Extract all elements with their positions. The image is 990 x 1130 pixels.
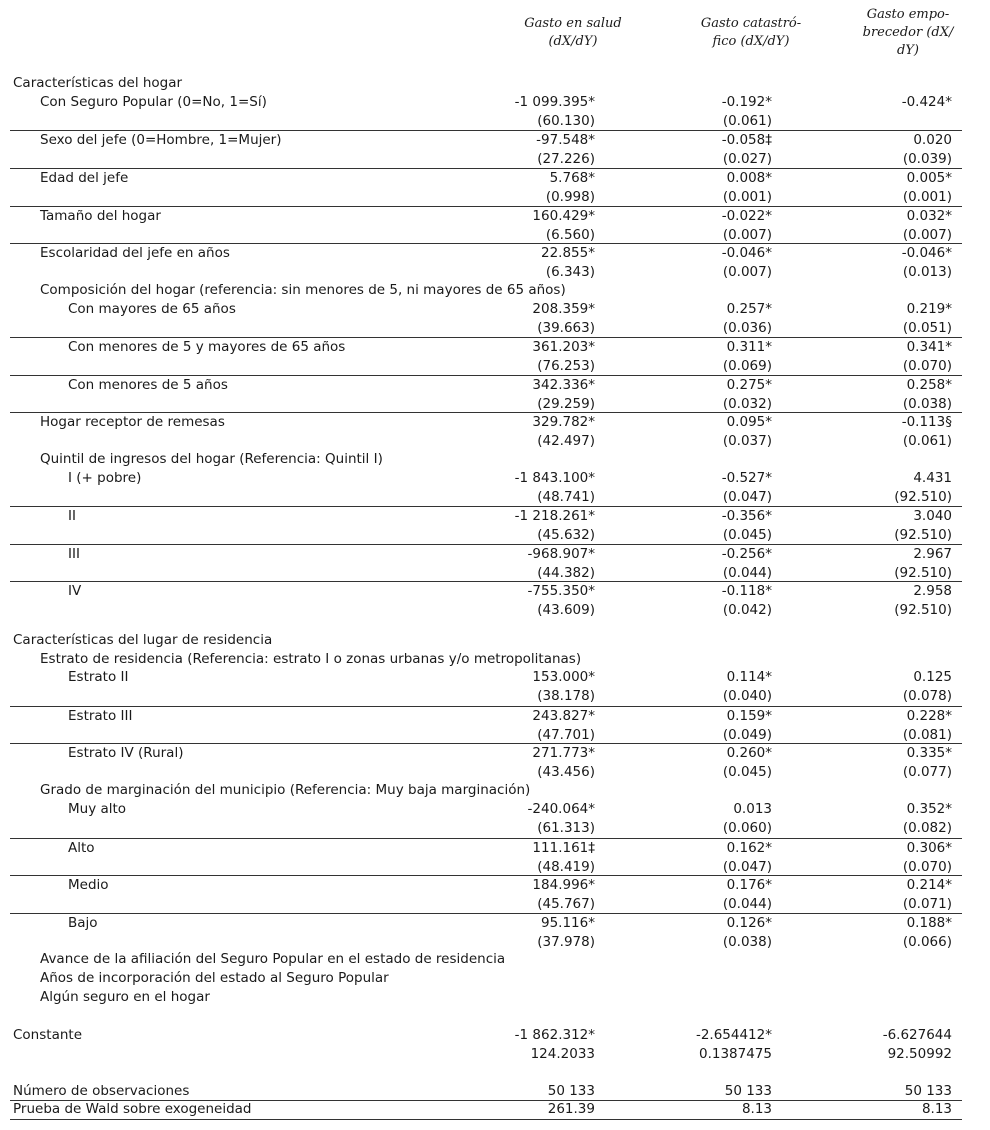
coef-cell: -0.527*	[721, 470, 772, 486]
coef-cell: 0.176*	[726, 877, 772, 893]
coef-cell: -240.064*	[527, 801, 595, 817]
value-cell: 8.13	[741, 1101, 772, 1117]
se-cell: (0.070)	[902, 859, 952, 875]
se-cell: (45.767)	[537, 896, 595, 912]
row-label: Muy alto	[68, 801, 127, 817]
coef-cell: 342.336*	[532, 377, 595, 393]
coef-cell: 0.005*	[906, 170, 952, 186]
coef-cell: 0.311*	[726, 339, 772, 355]
coef-cell: -2.654412*	[695, 1027, 772, 1043]
se-cell: (0.007)	[722, 227, 772, 243]
se-cell: (43.609)	[537, 602, 595, 618]
column-header-line: Gasto en salud	[524, 16, 622, 31]
table-row	[10, 506, 962, 543]
coef-cell: 361.203*	[532, 339, 595, 355]
coef-cell: 0.275*	[726, 377, 772, 393]
coef-cell: 0.008*	[726, 170, 772, 186]
se-cell: (6.343)	[545, 264, 595, 280]
value-cell: 8.13	[921, 1101, 952, 1117]
value-cell: 50 133	[904, 1083, 952, 1099]
se-cell: (0.049)	[722, 727, 772, 743]
row-label: I (+ pobre)	[68, 470, 142, 486]
coef-cell: 22.855*	[541, 245, 595, 261]
row-label: III	[68, 546, 80, 562]
coef-cell: 184.996*	[532, 877, 595, 893]
column-header-gasto-catastrofico	[666, 15, 836, 51]
se-cell: (92.510)	[894, 602, 952, 618]
se-cell: (37.978)	[537, 934, 595, 950]
subsection-heading: Composición del hogar (referencia: sin menores de 5, ni mayores de 65 años)	[40, 282, 566, 298]
table-bottom-rule	[10, 1119, 962, 1120]
table-row	[10, 706, 962, 743]
coef-cell: 0.020	[913, 132, 952, 148]
se-cell: (0.001)	[722, 189, 772, 205]
coef-cell: 2.967	[913, 546, 952, 562]
row-label: Con menores de 5 años	[68, 377, 228, 393]
coef-cell: 5.768*	[549, 170, 595, 186]
coef-cell: -1 099.395*	[514, 94, 595, 110]
se-cell: (0.066)	[902, 934, 952, 950]
coef-cell: -0.046*	[901, 245, 952, 261]
se-cell: (48.741)	[537, 489, 595, 505]
value-cell: 261.39	[547, 1101, 595, 1117]
coef-cell: -968.907*	[527, 546, 595, 562]
table-row	[10, 375, 962, 412]
se-cell: (0.051)	[902, 320, 952, 336]
row-label: Estrato IV (Rural)	[68, 745, 184, 761]
se-cell: (0.044)	[722, 565, 772, 581]
coef-cell: 95.116*	[541, 915, 595, 931]
se-cell: (0.045)	[722, 764, 772, 780]
row-label: Sexo del jefe (0=Hombre, 1=Mujer)	[40, 132, 282, 148]
se-cell: (0.040)	[722, 688, 772, 704]
se-cell: 0.1387475	[698, 1046, 772, 1062]
se-cell: (42.497)	[537, 433, 595, 449]
coef-cell: -0.113§	[901, 414, 952, 430]
se-cell: (0.042)	[722, 602, 772, 618]
coef-cell: 0.257*	[726, 301, 772, 317]
se-cell: (60.130)	[537, 113, 595, 129]
se-cell: (0.007)	[902, 227, 952, 243]
se-cell: (0.038)	[902, 396, 952, 412]
row-label: Alto	[68, 840, 95, 856]
row-label: Estrato III	[68, 708, 133, 724]
se-cell: 92.50992	[887, 1046, 952, 1062]
se-cell: (38.178)	[537, 688, 595, 704]
coef-cell: 0.125	[913, 669, 952, 685]
column-header-line: brecedor (dX/	[862, 25, 954, 40]
se-cell: (48.419)	[537, 859, 595, 875]
coef-cell: 0.188*	[906, 915, 952, 931]
table-row	[10, 130, 962, 167]
row-label: Escolaridad del jefe en años	[40, 245, 230, 261]
row-label: Algún seguro en el hogar	[40, 989, 210, 1005]
coef-cell: 0.095*	[726, 414, 772, 430]
column-header-line: Gasto empo-	[866, 7, 950, 22]
se-cell: (0.077)	[902, 764, 952, 780]
se-cell: (45.632)	[537, 527, 595, 543]
table-row	[10, 743, 962, 780]
se-cell: (0.078)	[902, 688, 952, 704]
column-header-line: (dX/dY)	[548, 34, 598, 49]
row-label: Con mayores de 65 años	[68, 301, 236, 317]
coef-cell: -1 843.100*	[514, 470, 595, 486]
se-cell: (92.510)	[894, 527, 952, 543]
se-cell: 124.2033	[530, 1046, 595, 1062]
coef-cell: -0.424*	[901, 94, 952, 110]
se-cell: (0.001)	[902, 189, 952, 205]
table-row	[10, 913, 962, 950]
value-cell: 50 133	[724, 1083, 772, 1099]
row-label: II	[68, 508, 76, 524]
se-cell: (0.007)	[722, 264, 772, 280]
se-cell: (0.081)	[902, 727, 952, 743]
coef-cell: -0.356*	[721, 508, 772, 524]
se-cell: (0.045)	[722, 527, 772, 543]
table-row	[10, 412, 962, 449]
se-cell: (0.037)	[722, 433, 772, 449]
coef-cell: -0.058‡	[721, 132, 772, 148]
se-cell: (0.082)	[902, 820, 952, 836]
column-header-gasto-empobrecedor	[838, 6, 978, 60]
coef-cell: -0.022*	[721, 208, 772, 224]
se-cell: (0.071)	[902, 896, 952, 912]
table-row	[10, 168, 962, 205]
subsection-heading: Quintil de ingresos del hogar (Referencia: Quintil I)	[40, 451, 383, 467]
coef-cell: -97.548*	[536, 132, 595, 148]
row-label: Con menores de 5 y mayores de 65 años	[68, 339, 346, 355]
se-cell: (0.032)	[722, 396, 772, 412]
se-cell: (0.061)	[722, 113, 772, 129]
se-cell: (0.013)	[902, 264, 952, 280]
coef-cell: -755.350*	[527, 583, 595, 599]
coef-cell: 0.162*	[726, 840, 772, 856]
row-label: Avance de la afiliación del Seguro Popular en el estado de residencia	[40, 951, 506, 967]
se-cell: (0.027)	[722, 151, 772, 167]
column-header-line: dY)	[897, 43, 919, 58]
coef-cell: -0.256*	[721, 546, 772, 562]
table-row	[10, 337, 962, 374]
coef-cell: 0.219*	[906, 301, 952, 317]
coef-cell: 0.228*	[906, 708, 952, 724]
coef-cell: -0.192*	[721, 94, 772, 110]
se-cell: (0.061)	[902, 433, 952, 449]
se-cell: (29.259)	[537, 396, 595, 412]
se-cell: (39.663)	[537, 320, 595, 336]
coef-cell: 2.958	[913, 583, 952, 599]
se-cell: (0.044)	[722, 896, 772, 912]
coef-cell: 0.032*	[906, 208, 952, 224]
column-header-line: fico (dX/dY)	[712, 34, 790, 49]
coef-cell: 4.431	[913, 470, 952, 486]
subsection-heading: Estrato de residencia (Referencia: estrato I o zonas urbanas y/o metropolitanas)	[40, 651, 582, 667]
section-heading: Características del lugar de residencia	[13, 632, 273, 648]
value-cell: 50 133	[547, 1083, 595, 1099]
se-cell: (0.060)	[722, 820, 772, 836]
table-row	[10, 206, 962, 243]
table-row	[10, 875, 962, 912]
coef-cell: -1 862.312*	[514, 1027, 595, 1043]
coef-cell: 0.114*	[726, 669, 772, 685]
row-label: Años de incorporación del estado al Seguro Popular	[40, 970, 389, 986]
coef-cell: 0.352*	[906, 801, 952, 817]
se-cell: (0.047)	[722, 489, 772, 505]
row-label: Tamaño del hogar	[40, 208, 161, 224]
se-cell: (0.036)	[722, 320, 772, 336]
se-cell: (0.047)	[722, 859, 772, 875]
subsection-heading: Grado de marginación del municipio (Referencia: Muy baja marginación)	[40, 782, 531, 798]
coef-cell: 0.013	[733, 801, 772, 817]
coef-cell: 271.773*	[532, 745, 595, 761]
row-label: Medio	[68, 877, 109, 893]
column-header-gasto-salud	[488, 15, 658, 51]
se-cell: (0.998)	[545, 189, 595, 205]
coef-cell: 243.827*	[532, 708, 595, 724]
row-label: Con Seguro Popular (0=No, 1=Sí)	[40, 94, 267, 110]
table-row	[10, 544, 962, 581]
table-row	[10, 838, 962, 875]
table-row	[10, 581, 962, 618]
coef-cell: 0.159*	[726, 708, 772, 724]
row-label: Estrato II	[68, 669, 129, 685]
se-cell: (47.701)	[537, 727, 595, 743]
coef-cell: 153.000*	[532, 669, 595, 685]
coef-cell: 0.258*	[906, 377, 952, 393]
coef-cell: 0.306*	[906, 840, 952, 856]
coef-cell: 160.429*	[532, 208, 595, 224]
se-cell: (61.313)	[537, 820, 595, 836]
row-label: IV	[68, 583, 82, 599]
coef-cell: 329.782*	[532, 414, 595, 430]
se-cell: (92.510)	[894, 489, 952, 505]
coef-cell: 0.260*	[726, 745, 772, 761]
row-label: Prueba de Wald sobre exogeneidad	[13, 1101, 252, 1117]
column-header-line: Gasto catastró-	[700, 16, 802, 31]
row-label: Hogar receptor de remesas	[40, 414, 225, 430]
se-cell: (27.226)	[537, 151, 595, 167]
row-label: Edad del jefe	[40, 170, 129, 186]
se-cell: (43.456)	[537, 764, 595, 780]
coef-cell: 0.214*	[906, 877, 952, 893]
coef-cell: -0.046*	[721, 245, 772, 261]
coef-cell: -0.118*	[721, 583, 772, 599]
se-cell: (0.039)	[902, 151, 952, 167]
coef-cell: -1 218.261*	[514, 508, 595, 524]
coef-cell: 3.040	[913, 508, 952, 524]
row-label: Bajo	[68, 915, 98, 931]
coef-cell: -6.627644	[882, 1027, 952, 1043]
section-heading: Características del hogar	[13, 75, 183, 91]
coef-cell: 208.359*	[532, 301, 595, 317]
se-cell: (76.253)	[537, 358, 595, 374]
se-cell: (92.510)	[894, 565, 952, 581]
coef-cell: 111.161‡	[532, 840, 595, 856]
se-cell: (44.382)	[537, 565, 595, 581]
se-cell: (0.069)	[722, 358, 772, 374]
row-label: Número de observaciones	[13, 1083, 190, 1099]
coef-cell: 0.335*	[906, 745, 952, 761]
se-cell: (0.070)	[902, 358, 952, 374]
coef-cell: 0.341*	[906, 339, 952, 355]
row-label: Constante	[13, 1027, 82, 1043]
table-row	[10, 243, 962, 280]
se-cell: (0.038)	[722, 934, 772, 950]
coef-cell: 0.126*	[726, 915, 772, 931]
se-cell: (6.560)	[545, 227, 595, 243]
